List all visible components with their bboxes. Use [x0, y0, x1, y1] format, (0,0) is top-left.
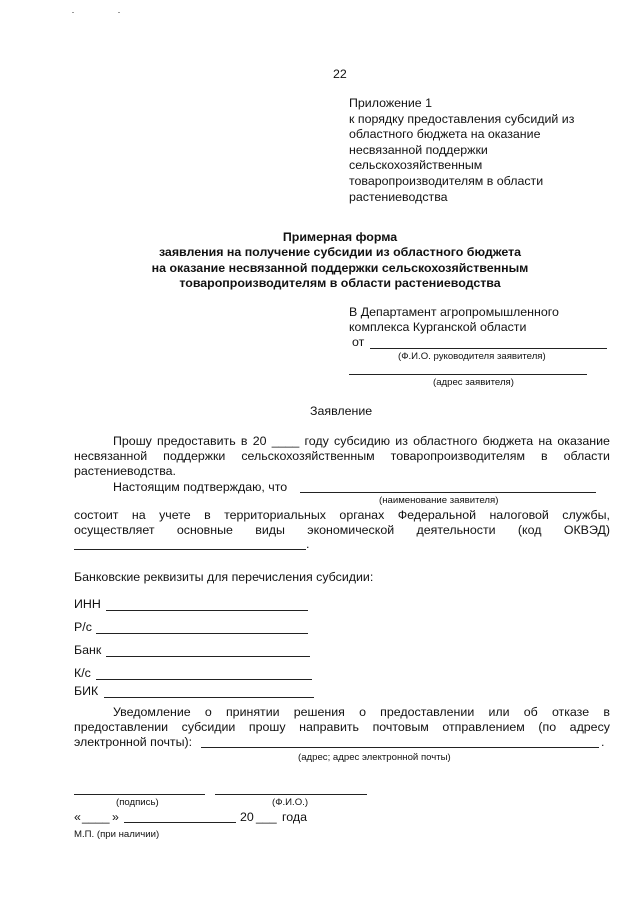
word: 20 [252, 434, 267, 448]
word: виды [255, 523, 285, 537]
corr-account-field[interactable] [96, 679, 312, 680]
scan-mark [72, 12, 74, 13]
word: прошу [248, 720, 286, 734]
word: адресу [569, 720, 610, 734]
para2-start: Настоящим подтверждаю, что [113, 480, 288, 494]
okved-line [74, 549, 306, 550]
notification-line [74, 720, 610, 734]
date-open-quote: « [74, 810, 81, 824]
notification-address-field[interactable] [201, 747, 599, 748]
word: о [359, 705, 366, 719]
date-word: года [282, 810, 307, 824]
inn-label: ИНН [74, 597, 101, 611]
word: налоговой [489, 508, 549, 522]
word: Уведомление [113, 705, 191, 719]
para2-line [74, 523, 610, 537]
notification-caption: (адрес; адрес электронной почты) [298, 752, 451, 763]
word: Прошу [113, 434, 152, 448]
word: областного [413, 434, 478, 448]
word: о [204, 705, 212, 719]
account-field[interactable] [96, 633, 308, 634]
signature-line[interactable] [74, 794, 205, 795]
scan-mark [118, 12, 120, 13]
word: на [131, 508, 146, 522]
date-close-quote: » [112, 810, 119, 824]
word: субсидии [181, 720, 236, 734]
bik-field[interactable] [104, 697, 314, 698]
bank-field[interactable] [106, 656, 310, 657]
applicant-name-caption: (Ф.И.О. руководителя заявителя) [398, 351, 546, 362]
notification-period: . [601, 735, 605, 749]
word: в [541, 449, 548, 463]
appendix-line: несвязанной поддержки [349, 142, 488, 157]
title-line: Примерная форма [282, 230, 398, 244]
word: учете [159, 508, 191, 522]
word: сельскохозяйственным [241, 449, 375, 463]
word: почтовым [372, 720, 429, 734]
date-year-prefix: 20 [240, 810, 254, 824]
word: отказе [551, 705, 590, 719]
word: предоставлении [74, 720, 169, 734]
applicant-name-line [370, 348, 607, 349]
word: экономической [307, 523, 395, 537]
appendix-line: сельскохозяйственным [349, 158, 483, 173]
word: или [488, 705, 510, 719]
word: основные [176, 523, 233, 537]
word: бюджета [482, 434, 534, 448]
date-month-line[interactable] [124, 822, 236, 823]
applicant-address-caption: (адрес заявителя) [433, 377, 514, 388]
word: ОКВЭД) [563, 523, 610, 537]
word: в [204, 508, 211, 522]
applicant-address-line [349, 374, 587, 375]
word: из [395, 434, 408, 448]
addressee-line: В Департамент агропромышленного [349, 305, 559, 319]
bank-label: Банк [74, 643, 102, 657]
para1-line [113, 434, 610, 448]
inn-field[interactable] [106, 610, 308, 611]
appendix-block [349, 96, 574, 205]
appendix-line: Приложение 1 [349, 96, 433, 110]
word: (код [517, 523, 542, 537]
appendix-line: товаропроизводителям в области [349, 173, 544, 188]
corr-account-label: К/с [74, 666, 91, 680]
word: предоставить [157, 434, 236, 448]
addressee-line: комплекса Курганской области [349, 320, 527, 334]
word: деятельности [416, 523, 496, 537]
title-line: заявления на получение субсидии из областного бюджета [158, 245, 522, 260]
word: состоит [74, 508, 119, 522]
word: несвязанной [74, 449, 148, 463]
para2-line [74, 508, 610, 522]
title-line: товаропроизводителям в области растениеводства [179, 276, 501, 291]
bank-heading: Банковские реквизиты для перечисления субсидии: [74, 570, 374, 584]
word: направить [299, 720, 360, 734]
applicant-org-caption: (наименование заявителя) [379, 495, 499, 506]
form-title [60, 230, 620, 292]
appendix-line: к порядку предоставления субсидий из [349, 111, 575, 126]
applicant-org-line [300, 492, 596, 493]
notification-line [113, 705, 610, 719]
date-day-blank: ____ [82, 810, 110, 824]
word: принятии [225, 705, 280, 719]
word: предоставлении [380, 705, 475, 719]
notification-line: электронной почты): [74, 735, 193, 749]
word: оказание [557, 434, 610, 448]
word: Федеральной [397, 508, 477, 522]
full-name-line[interactable] [215, 794, 367, 795]
word: решения [293, 705, 345, 719]
from-label: от [352, 335, 365, 349]
word: на [538, 434, 553, 448]
year-blank: ____ [271, 434, 300, 448]
date-year-blank: ___ [256, 810, 277, 824]
word: в [240, 434, 248, 448]
word: области [563, 449, 610, 463]
word: органах [339, 508, 385, 522]
page-number: 22 [333, 67, 347, 81]
word: году [304, 434, 329, 448]
word: осуществляет [74, 523, 155, 537]
stamp-note: М.П. (при наличии) [74, 829, 160, 840]
word: (по [538, 720, 557, 734]
statement-heading: Заявление [310, 404, 373, 418]
word: субсидию [334, 434, 391, 448]
bik-label: БИК [74, 684, 99, 698]
title-line: на оказание несвязанной поддержки сельскохозяйственным [151, 260, 529, 275]
word: в [603, 705, 610, 719]
word: поддержки [163, 449, 226, 463]
word: товаропроизводителям [390, 449, 525, 463]
appendix-line: растениеводства [349, 189, 448, 204]
word: отправлением [442, 720, 525, 734]
full-name-caption: (Ф.И.О.) [272, 797, 309, 808]
word: службы, [562, 508, 610, 522]
signature-caption: (подпись) [116, 797, 159, 808]
account-label: Р/с [74, 620, 92, 634]
okved-period: . [306, 537, 310, 551]
para1-line [74, 449, 610, 463]
word: территориальных [224, 508, 326, 522]
appendix-line: областного бюджета на оказание [349, 127, 541, 142]
para1-line: растениеводства. [74, 464, 176, 478]
word: об [523, 705, 538, 719]
